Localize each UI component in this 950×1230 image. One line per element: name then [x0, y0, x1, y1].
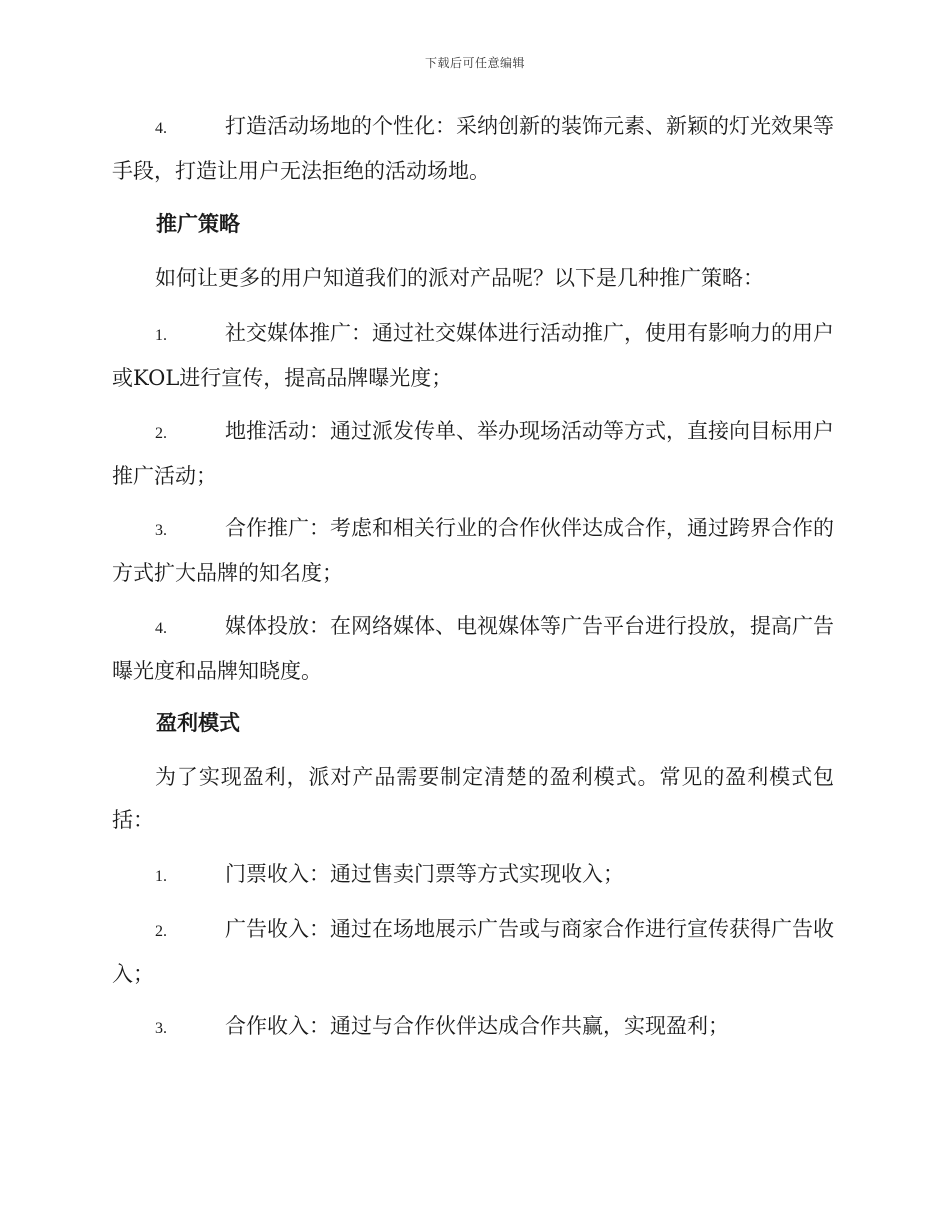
list-number: 3. [155, 1020, 167, 1037]
list-item [112, 507, 834, 595]
list-item [112, 853, 834, 898]
list-number: 4. [155, 120, 167, 137]
list-text: 广告收入：通过在场地展示广告或与商家合作进行宣传获得广告收入； [112, 917, 834, 986]
list-number: 2. [155, 923, 167, 940]
section-heading-profit: 盈利模式 [156, 710, 240, 735]
list-number: 1. [155, 868, 167, 885]
paragraph-promotion-intro: 如何让更多的用户知道我们的派对产品呢？以下是几种推广策略： [155, 266, 764, 290]
list-item [112, 1005, 834, 1050]
list-item [112, 410, 834, 498]
list-number: 3. [155, 522, 167, 539]
list-text: 合作收入：通过与合作伙伴达成合作共赢，实现盈利； [225, 1014, 729, 1038]
list-text: 地推活动：通过派发传单、举办现场活动等方式，直接向目标用户推广活动； [112, 419, 834, 488]
list-number: 2. [155, 425, 167, 442]
list-item [112, 908, 834, 996]
list-text: 打造活动场地的个性化：采纳创新的装饰元素、新颖的灯光效果等手段，打造让用户无法拒绝的活动场地。 [112, 114, 834, 183]
list-item [112, 105, 834, 193]
list-number: 1. [155, 327, 167, 344]
page-header: 下载后可任意编辑 [424, 56, 525, 70]
list-item [112, 312, 834, 400]
list-text: 合作推广：考虑和相关行业的合作伙伴达成合作，通过跨界合作的方式扩大品牌的知名度； [112, 516, 834, 585]
list-number: 4. [155, 620, 167, 637]
list-text: 门票收入：通过售卖门票等方式实现收入； [225, 862, 624, 886]
list-text: 媒体投放：在网络媒体、电视媒体等广告平台进行投放，提高广告曝光度和品牌知晓度。 [112, 614, 834, 683]
list-text: 社交媒体推广：通过社交媒体进行活动推广，使用有影响力的用户或KOL进行宣传，提高品牌曝光度； [112, 321, 834, 390]
list-item [112, 605, 834, 693]
paragraph-profit-intro: 为了实现盈利，派对产品需要制定清楚的盈利模式。常见的盈利模式包括： [112, 765, 834, 832]
section-heading-promotion: 推广策略 [156, 211, 240, 236]
